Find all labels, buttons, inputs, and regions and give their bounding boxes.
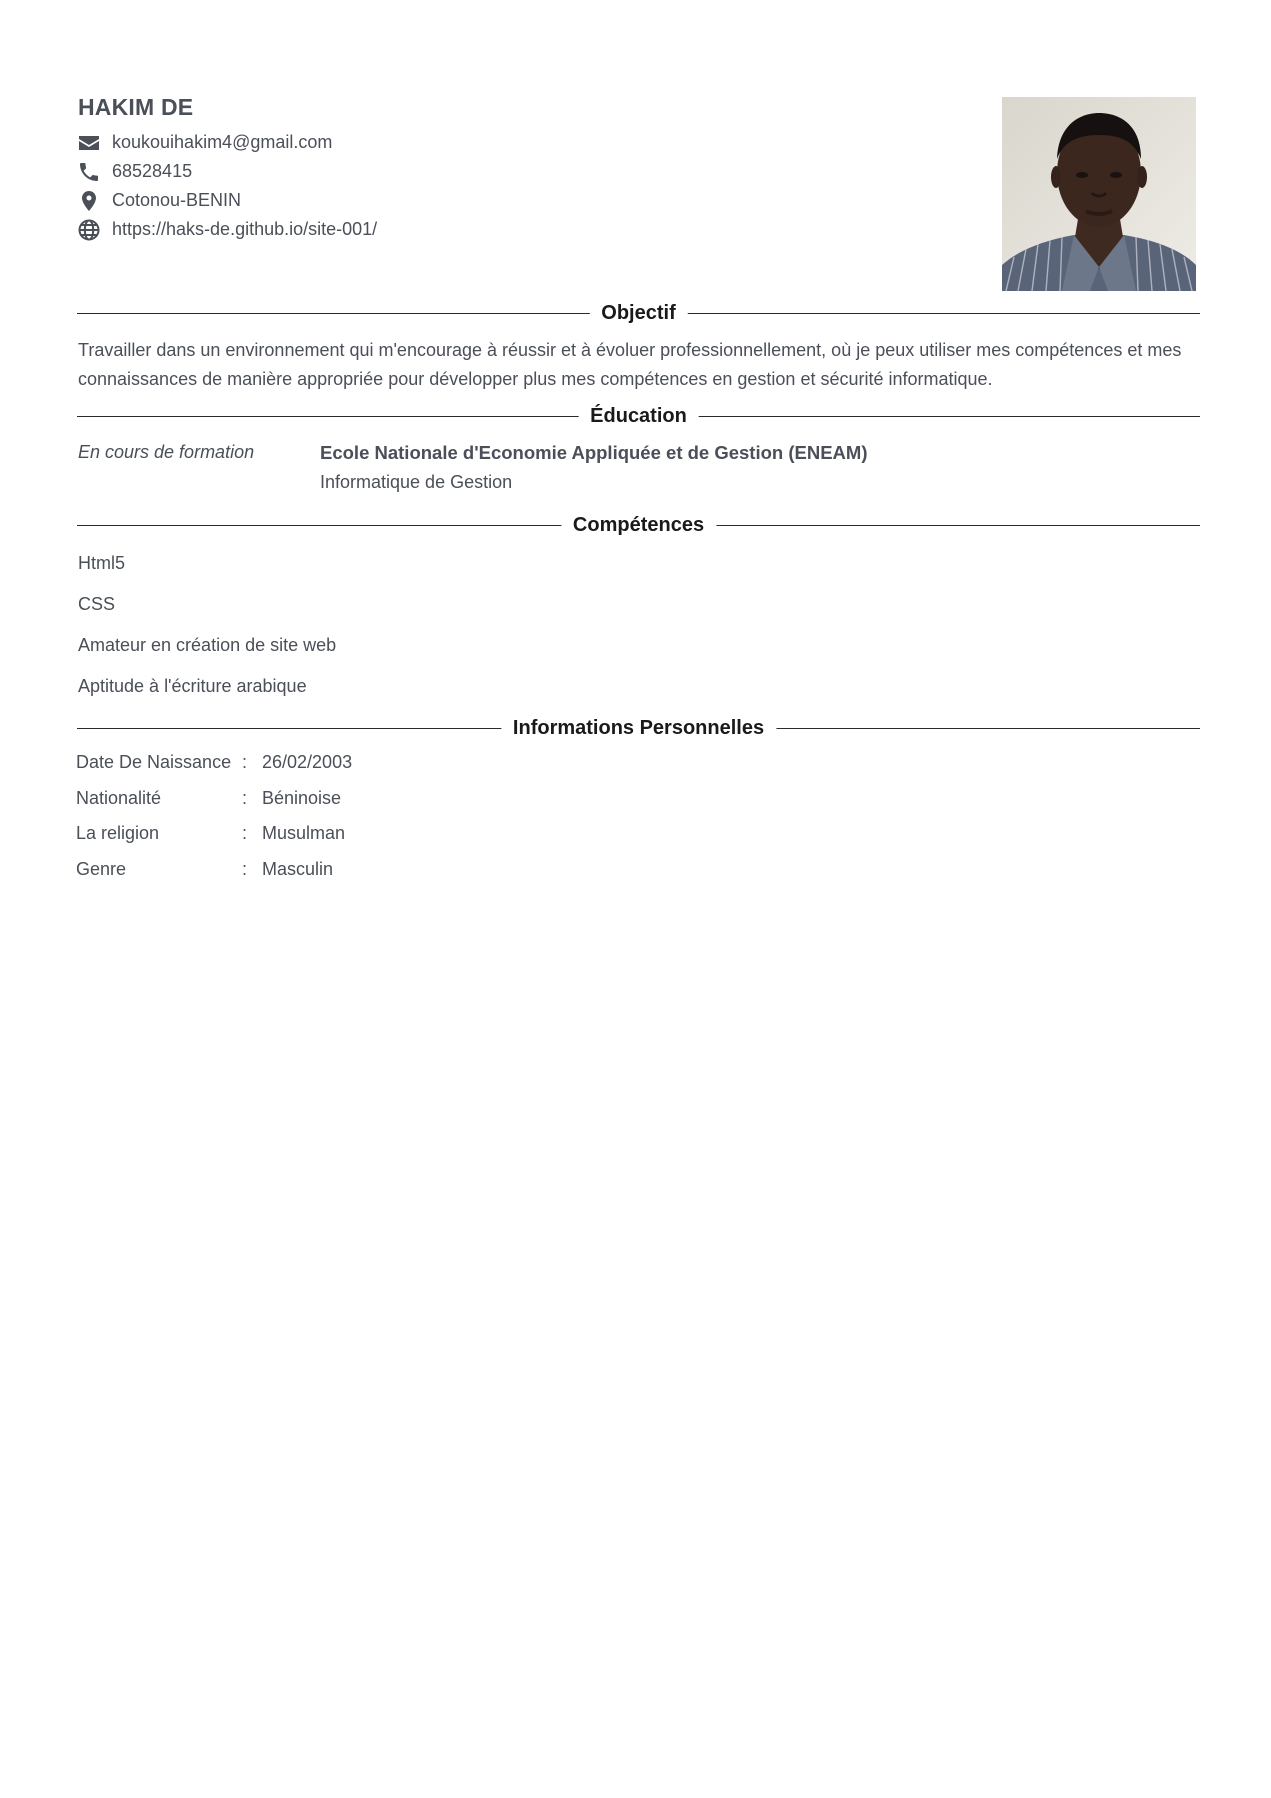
- personal-row-nationality: [76, 788, 352, 824]
- personal-separator: :: [242, 858, 248, 879]
- location-text: Cotonou-BENIN: [112, 190, 242, 210]
- personal-title: Informations Personnelles: [501, 713, 776, 743]
- globe-icon: [76, 217, 102, 243]
- skills-title: Compétences: [561, 510, 716, 540]
- education-section-header: [77, 401, 1200, 431]
- contact-location: [76, 186, 377, 215]
- email-link[interactable]: koukouihakim4@gmail.com: [112, 132, 333, 152]
- contact-website: [76, 215, 377, 244]
- personal-value: 26/02/2003: [262, 752, 353, 772]
- personal-label: La religion: [76, 823, 160, 843]
- website-link[interactable]: https://haks-de.github.io/site-001/: [112, 219, 378, 239]
- location-pin-icon: [76, 188, 102, 214]
- contact-email: [76, 128, 377, 157]
- personal-row-birthdate: [76, 752, 352, 788]
- personal-section-header: [77, 713, 1200, 743]
- phone-icon: [76, 159, 102, 185]
- personal-value: Masculin: [262, 858, 334, 879]
- personal-separator: :: [242, 787, 248, 808]
- personal-label: Date De Naissance: [76, 752, 232, 772]
- contact-phone: [76, 157, 377, 186]
- phone-number[interactable]: 68528415: [112, 161, 193, 181]
- skill-item: Aptitude à l'écriture arabique: [78, 676, 307, 696]
- envelope-icon: [76, 130, 102, 156]
- personal-label: Nationalité: [76, 787, 162, 808]
- education-field: Informatique de Gestion: [320, 472, 513, 492]
- personal-label: Genre: [76, 858, 127, 879]
- profile-photo: [1002, 97, 1196, 291]
- objective-text: Travailler dans un environnement qui m'encourage à réussir et à évoluer professionnellement, où je peux utiliser mes compétences et mes connaissances de manière appropriée pour développer plus mes compétences en gestion et sécurité informatique.: [78, 340, 1182, 389]
- personal-separator: :: [242, 752, 248, 772]
- personal-row-religion: [76, 823, 352, 859]
- personal-row-gender: [76, 859, 352, 895]
- skill-item: Amateur en création de site web: [78, 635, 337, 655]
- skill-item: Html5: [78, 553, 126, 573]
- skills-list: [78, 552, 336, 716]
- personal-value: Béninoise: [262, 787, 342, 808]
- skill-item: CSS: [78, 594, 116, 614]
- personal-info-table: [76, 752, 352, 894]
- candidate-name: HAKIM DE: [78, 94, 194, 120]
- skills-section-header: [77, 510, 1200, 540]
- personal-separator: :: [242, 823, 248, 843]
- personal-value: Musulman: [262, 823, 346, 843]
- objective-title: Objectif: [589, 298, 687, 328]
- education-title: Éducation: [578, 401, 699, 431]
- contact-list: [76, 128, 377, 244]
- objective-section-header: [77, 298, 1200, 328]
- education-date: En cours de formation: [78, 442, 255, 462]
- education-school: Ecole Nationale d'Economie Appliquée et de Gestion (ENEAM): [320, 442, 868, 463]
